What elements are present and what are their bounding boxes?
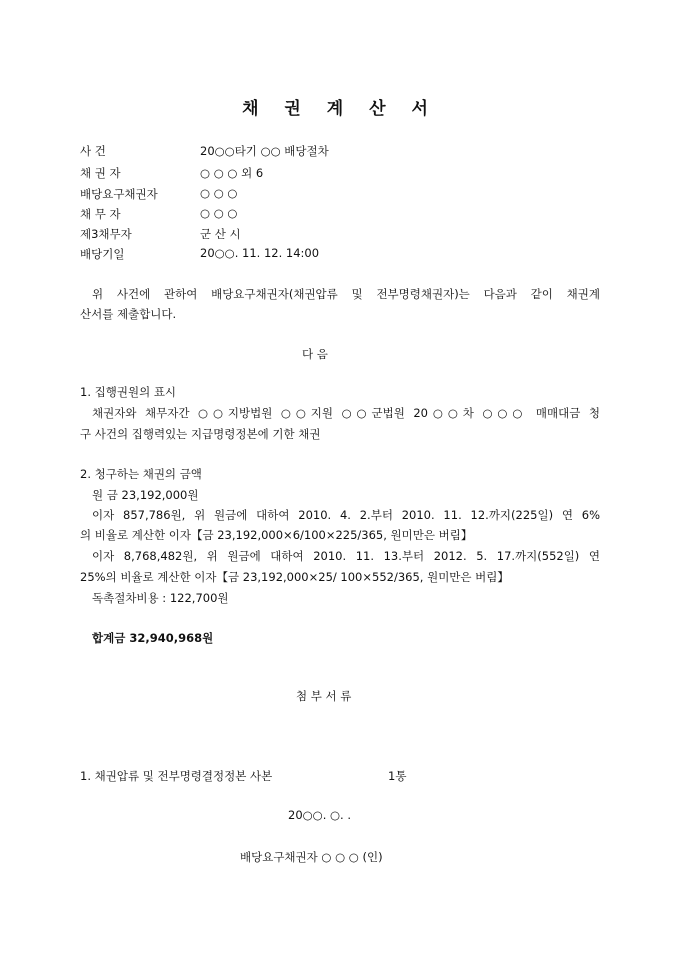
debtor-label: 채 무 자 [80, 207, 121, 221]
total-amount: 합계금 32,940,968원 [92, 631, 214, 645]
distribution-date-label: 배당기일 [80, 247, 125, 261]
section1-line-2: 구 사건의 집행력있는 지급명령정본에 기한 채권 [80, 427, 321, 441]
claiming-creditor-value: ○ ○ ○ [200, 186, 238, 200]
signature-line: 배당요구채권자 ○ ○ ○ (인) [240, 850, 383, 864]
case-label: 사 건 [80, 144, 106, 158]
document-title: 채 권 계 산 서 [242, 99, 438, 119]
attachment-count: 1통 [388, 769, 407, 783]
section2-title: 2. 청구하는 채권의 금액 [80, 467, 202, 481]
interest2-line-2: 25%의 비율로 계산한 이자【금 23,192,000×25/ 100×552/365, 원미만은 버림】 [80, 570, 509, 584]
date-line: 20○○. ○. . [288, 808, 352, 822]
section1-title: 1. 집행권원의 표시 [80, 385, 177, 399]
intro-line-2: 산서를 제출합니다. [80, 307, 177, 321]
creditor-value: ○ ○ ○ 외 6 [200, 166, 264, 180]
third-debtor-value: 군 산 시 [200, 227, 241, 241]
attachments-heading: 첨 부 서 류 [296, 689, 352, 703]
interest1-line-2: 의 비율로 계산한 이자【금 23,192,000×6/100×225/365, 원미만은 버림】 [80, 528, 473, 542]
distribution-date-value: 20○○. 11. 12. 14:00 [200, 246, 320, 260]
principal-line: 원 금 23,192,000원 [92, 488, 199, 502]
heading-next: 다 음 [302, 347, 328, 361]
creditor-label: 채 권 자 [80, 166, 121, 180]
claiming-creditor-label: 배당요구채권자 [80, 187, 158, 201]
fee-line: 독촉절차비용 : 122,700원 [92, 591, 229, 605]
case-value: 20○○타기 ○○ 배당절차 [200, 144, 329, 158]
interest1-line-1: 이자 857,786원, 위 원금에 대하여 2010. 4. 2.부터 2010. 11. 12.까지(225일) 연 6% [92, 508, 600, 522]
section1-line-1: 채권자와 채무자간 ○○지방법원 ○○지원 ○○군법원 20○○차 ○○○ 매매대금 청 [92, 406, 600, 420]
interest2-line-1: 이자 8,768,482원, 위 원금에 대하여 2010. 11. 13.부터 2012. 5. 17.까지(552일) 연 [92, 549, 600, 563]
third-debtor-label: 제3채무자 [80, 227, 132, 241]
intro-line-1: 위 사건에 관하여 배당요구채권자(채권압류 및 전부명령채권자)는 다음과 같이 채권계 [92, 287, 600, 301]
attachment-item: 1. 채권압류 및 전부명령결정정본 사본 [80, 769, 273, 783]
debtor-value: ○ ○ ○ [200, 206, 238, 220]
